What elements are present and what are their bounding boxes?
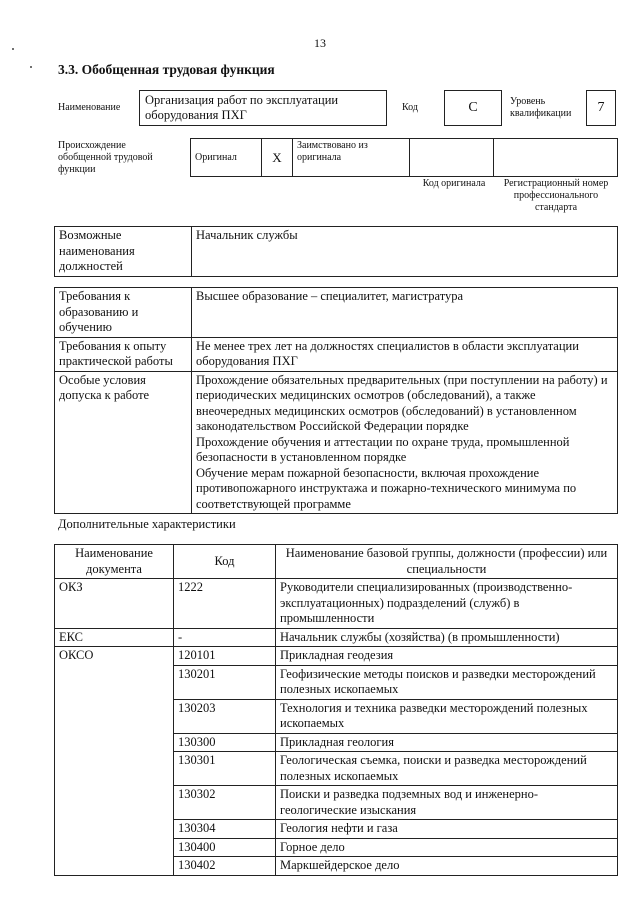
row-code: -	[174, 628, 276, 647]
level-label: Уровень квалификации	[510, 96, 572, 119]
row-document: ОКСО	[55, 647, 174, 876]
row-name: Технология и техника разведки месторождений полезных ископаемых	[276, 699, 618, 733]
row-code: 130402	[174, 857, 276, 876]
row-code: 130203	[174, 699, 276, 733]
code-original-caption: Код оригинала	[422, 178, 486, 189]
requirement-label: Особые условия допуска к работе	[55, 371, 192, 514]
characteristics-table	[54, 544, 618, 876]
row-code: 130304	[174, 820, 276, 839]
row-code: 130300	[174, 733, 276, 752]
requirement-value	[192, 288, 618, 338]
row-code: 130301	[174, 752, 276, 786]
row-code: 120101	[174, 647, 276, 666]
reg-number-cell	[494, 139, 618, 177]
page-number: 13	[314, 36, 326, 50]
function-name-value: Организация работ по эксплуатации оборудования ПХГ	[145, 93, 339, 122]
section-title: 3.3. Обобщенная трудовая функция	[58, 62, 275, 77]
row-name: Начальник службы (хозяйства) (в промышленности)	[276, 628, 618, 647]
characteristics-row	[55, 628, 618, 647]
requirement-line: Прохождение обязательных предварительных (при поступлении на работу) и периодических медицинских осмотров (обследований), а также внеочередных медицинских осмотров (обследований) в установленном законодательством Российской Федерации порядке	[196, 372, 608, 433]
requirement-row	[55, 337, 618, 371]
requirement-value	[192, 337, 618, 371]
header-code: Код	[174, 545, 276, 579]
requirement-line: Не менее трех лет на должностях специалистов в области эксплуатации оборудования ПХГ	[196, 338, 579, 368]
name-label: Наименование	[58, 102, 121, 113]
code-label: Код	[402, 102, 418, 113]
positions-label: Возможные наименования должностей	[55, 227, 192, 277]
header-document: Наименование документа	[55, 545, 174, 579]
row-name: Маркшейдерское дело	[276, 857, 618, 876]
requirement-value	[192, 371, 618, 514]
additional-title: Дополнительные характеристики	[58, 517, 236, 531]
positions-value: Начальник службы	[192, 227, 618, 277]
row-document: ОКЗ	[55, 579, 174, 629]
level-box	[586, 90, 616, 126]
requirement-line: Обучение мерам пожарной безопасности, включая прохождение противопожарного инструктажа и пожарно-технического минимума по соответствующей программе	[196, 465, 577, 511]
row-code: 130302	[174, 786, 276, 820]
scan-speck	[30, 66, 32, 68]
row-name: Геофизические методы поисков и разведки месторождений полезных ископаемых	[276, 665, 618, 699]
requirement-line: Высшее образование – специалитет, магистратура	[196, 289, 464, 303]
level-value: 7	[597, 100, 605, 115]
requirement-line: Прохождение обучения и аттестации по охране труда, промышленной безопасности в установленном порядке	[196, 434, 570, 464]
code-box	[444, 90, 502, 126]
requirements-table	[54, 287, 618, 514]
row-name: Геология нефти и газа	[276, 820, 618, 839]
row-document: ЕКС	[55, 628, 174, 647]
requirement-label: Требования к образованию и обучению	[55, 288, 192, 338]
requirement-label: Требования к опыту практической работы	[55, 337, 192, 371]
original-mark: X	[262, 139, 293, 177]
row-name: Геологическая съемка, поиски и разведка месторождений полезных ископаемых	[276, 752, 618, 786]
row-code: 130400	[174, 838, 276, 857]
row-name: Горное дело	[276, 838, 618, 857]
reg-number-caption: Регистрационный номер профессионального стандарта	[503, 178, 609, 213]
characteristics-row	[55, 647, 618, 666]
header-name: Наименование базовой группы, должности (профессии) или специальности	[276, 545, 618, 579]
row-name: Поиски и разведка подземных вод и инженерно-геологические изыскания	[276, 786, 618, 820]
row-name: Прикладная геодезия	[276, 647, 618, 666]
requirement-row	[55, 288, 618, 338]
function-name-box	[139, 90, 387, 126]
characteristics-row	[55, 579, 618, 629]
original-label: Оригинал	[191, 139, 262, 177]
characteristics-header	[55, 545, 618, 579]
code-original-cell	[410, 139, 494, 177]
row-code: 1222	[174, 579, 276, 629]
origin-table	[190, 138, 618, 177]
origin-label: Происхождение обобщенной трудовой функции	[58, 140, 153, 175]
requirement-row	[55, 371, 618, 514]
row-name: Прикладная геология	[276, 733, 618, 752]
positions-table	[54, 226, 618, 277]
row-name: Руководители специализированных (производственно-эксплуатационных) подразделений (служб) в промышленности	[276, 579, 618, 629]
borrowed-label: Заимствовано из оригинала	[293, 139, 410, 177]
row-code: 130201	[174, 665, 276, 699]
code-value: C	[468, 100, 478, 115]
